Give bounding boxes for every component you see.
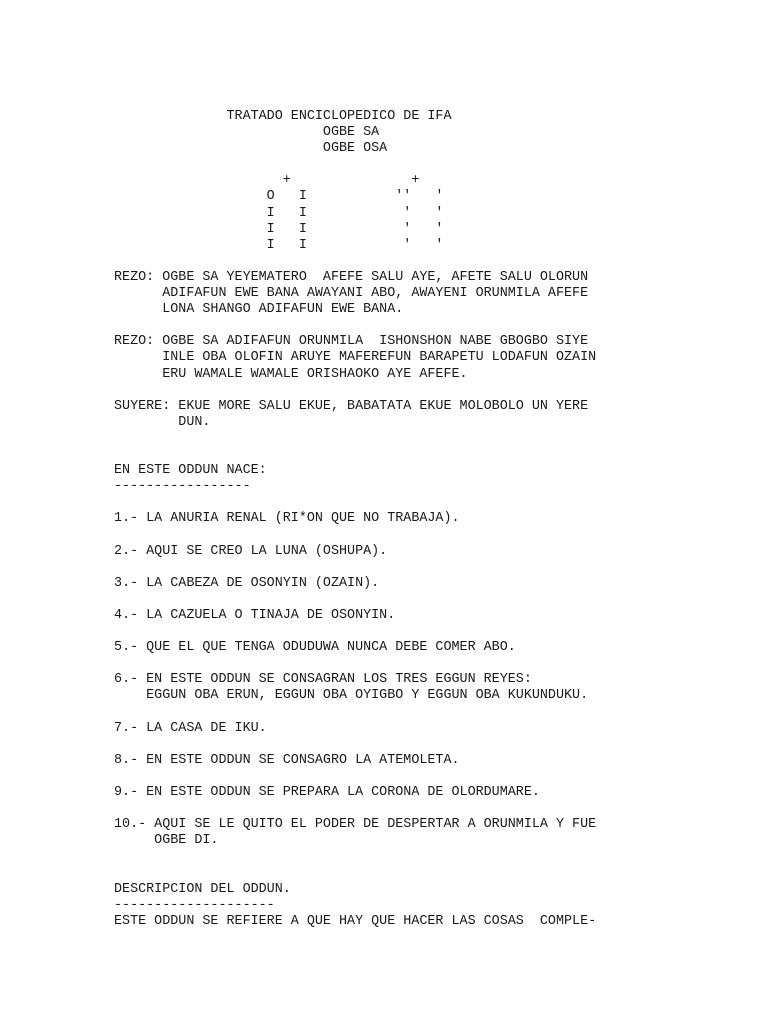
heading-underline: ----------------- xyxy=(114,479,251,495)
text-line: SUYERE: EKUE MORE SALU EKUE, BABATATA EKUE MOLOBOLO UN YERE xyxy=(114,398,589,414)
list-item: 3.- LA CABEZA DE OSONYIN (OZAIN). xyxy=(114,575,380,591)
list-item-continuation: EGGUN OBA ERUN, EGGUN OBA OYIGBO Y EGGUN OBA KUKUNDUKU. xyxy=(114,688,589,704)
text-line: REZO: OGBE SA YEYEMATERO AFEFE SALU AYE, AFETE SALU OLORUN xyxy=(114,269,589,285)
odu-name-line: OGBE SA xyxy=(114,125,380,141)
odu-name-line: OGBE OSA xyxy=(114,141,388,157)
text-line: INLE OBA OLOFIN ARUYE MAFEREFUN BARAPETU LODAFUN OZAIN xyxy=(114,350,597,366)
list-item: 2.- AQUI SE CREO LA LUNA (OSHUPA). xyxy=(114,543,388,559)
document-page xyxy=(114,109,754,930)
title-line: TRATADO ENCICLOPEDICO DE IFA xyxy=(114,109,452,124)
suyere-paragraph xyxy=(114,399,754,431)
list-item-continuation: OGBE DI. xyxy=(114,833,219,849)
list-item: 7.- LA CASA DE IKU. xyxy=(114,720,267,736)
rezo-paragraph xyxy=(114,334,754,382)
text-line: ADIFAFUN EWE BANA AWAYANI ABO, AWAYENI ORUNMILA AFEFE xyxy=(114,286,589,302)
list-item: 8.- EN ESTE ODDUN SE CONSAGRO LA ATEMOLETA. xyxy=(114,752,460,768)
text-line: ESTE ODDUN SE REFIERE A QUE HAY QUE HACER LAS COSAS COMPLE- xyxy=(114,913,597,929)
list-item: 10.- AQUI SE LE QUITO EL PODER DE DESPERTAR A ORUNMILA Y FUE xyxy=(114,817,597,833)
title-block xyxy=(114,109,754,157)
text-line: ERU WAMALE WAMALE ORISHAOKO AYE AFEFE. xyxy=(114,366,468,382)
rezo-paragraph xyxy=(114,270,754,318)
odu-signs xyxy=(114,173,754,253)
text-line: REZO: OGBE SA ADIFAFUN ORUNMILA ISHONSHON NABE GBOGBO SIYE xyxy=(114,334,589,350)
sign-row: + + xyxy=(114,173,420,189)
section-heading: EN ESTE ODDUN NACE: xyxy=(114,463,267,479)
list-item: 4.- LA CAZUELA O TINAJA DE OSONYIN. xyxy=(114,607,396,623)
sign-row: I I ' ' xyxy=(114,221,444,237)
sign-row: I I ' ' xyxy=(114,205,444,221)
text-line: DUN. xyxy=(114,414,211,430)
section-heading: DESCRIPCION DEL ODDUN. xyxy=(114,881,291,897)
heading-underline: -------------------- xyxy=(114,897,275,913)
list-item: 1.- LA ANURIA RENAL (RI*ON QUE NO TRABAJA). xyxy=(114,511,460,527)
list-item: 9.- EN ESTE ODDUN SE PREPARA LA CORONA DE OLORDUMARE. xyxy=(114,784,540,800)
text-line: LONA SHANGO ADIFAFUN EWE BANA. xyxy=(114,302,404,318)
list-item: 6.- EN ESTE ODDUN SE CONSAGRAN LOS TRES EGGUN REYES: xyxy=(114,672,532,688)
list-item: 5.- QUE EL QUE TENGA ODUDUWA NUNCA DEBE COMER ABO. xyxy=(114,640,516,656)
sign-row: I I ' ' xyxy=(114,237,444,253)
nace-list xyxy=(114,511,754,849)
sign-row: O I '' ' xyxy=(114,189,444,205)
